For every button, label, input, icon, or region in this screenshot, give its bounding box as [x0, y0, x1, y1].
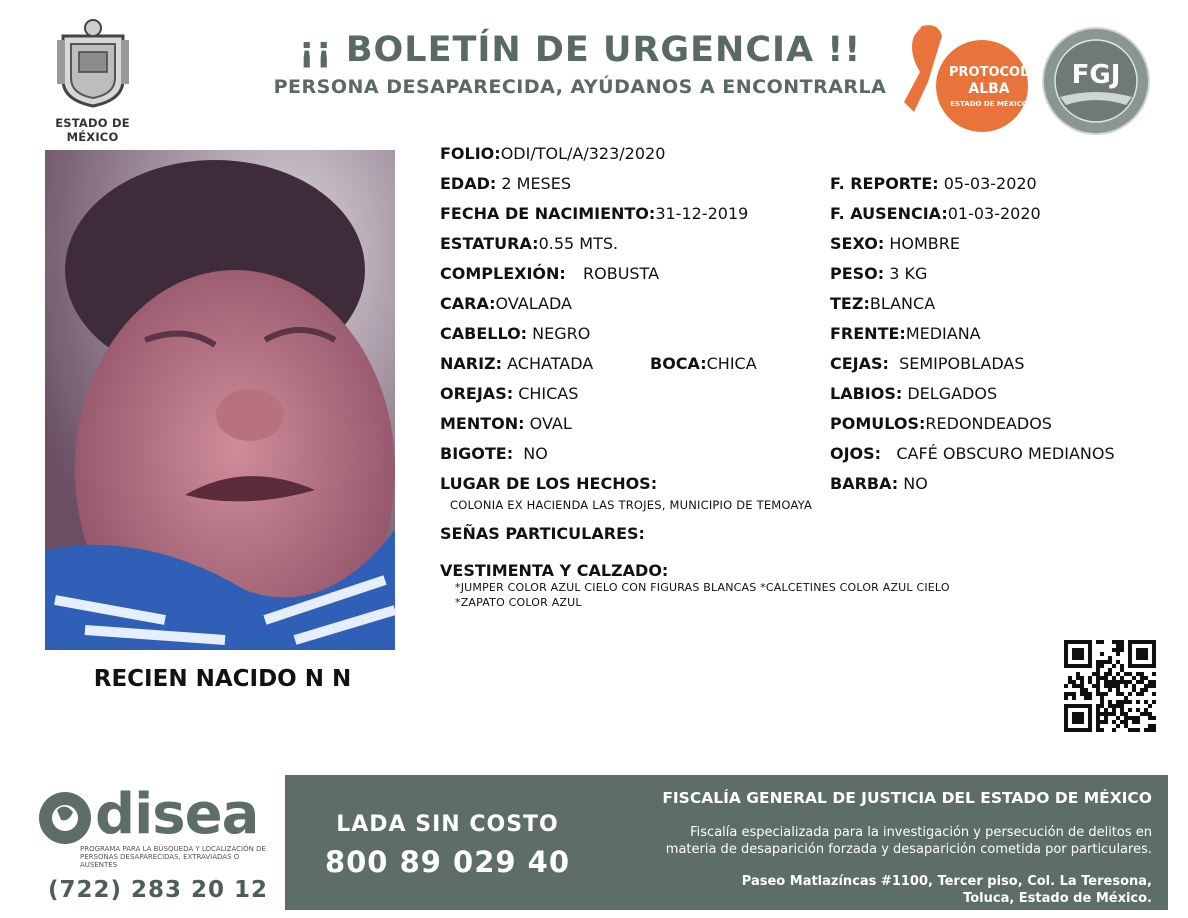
estado-de-mexico-logo: [30, 18, 155, 144]
field-peso: PESO: 3 KG: [830, 264, 928, 283]
field-bigote: BIGOTE: NO: [440, 444, 548, 463]
field-cabello: CABELLO: NEGRO: [440, 324, 591, 343]
field-vestimenta-line1: *JUMPER COLOR AZUL CIELO CON FIGURAS BLANCAS *CALCETINES COLOR AZUL CIELO: [455, 581, 950, 594]
lada-sin-costo-number: 800 89 029 40: [324, 845, 571, 879]
bulletin-title: ¡¡ BOLETÍN DE URGENCIA !!: [298, 30, 862, 70]
alba-line3: ESTADO DE MÉXICO: [950, 100, 1028, 108]
field-frente: FRENTE:MEDIANA: [830, 324, 981, 343]
bulletin-subtitle: PERSONA DESAPARECIDA, AYÚDANOS A ENCONTRARLA: [273, 76, 887, 98]
fiscalia-description: [600, 824, 1152, 858]
odisea-description: PROGRAMA PARA LA BÚSQUEDA Y LOCALIZACIÓN DE PERSONAS DESAPARECIDAS, EXTRAVIADAS O AUSENTES: [80, 845, 266, 869]
field-menton: MENTON: OVAL: [440, 414, 572, 433]
field-estatura: ESTATURA:0.55 MTS.: [440, 234, 619, 253]
odisea-phone: (722) 283 20 12: [47, 877, 269, 903]
lada-sin-costo-label: LADA SIN COSTO: [336, 812, 559, 837]
field-senas-particulares: SEÑAS PARTICULARES:: [440, 524, 645, 543]
field-sexo: SEXO: HOMBRE: [830, 234, 960, 253]
field-f-ausencia: F. AUSENCIA:01-03-2020: [830, 204, 1041, 223]
fgj-seal-label: FGJ: [1071, 60, 1121, 90]
field-edad: EDAD: 2 MESES: [440, 174, 571, 193]
alba-line2: ALBA: [968, 81, 1010, 97]
fiscalia-desc-line2: materia de desaparición forzada y desaparición cometida por particulares.: [665, 842, 1152, 857]
field-vestimenta-label: VESTIMENTA Y CALZADO:: [440, 561, 669, 580]
field-orejas: OREJAS: CHICAS: [440, 384, 579, 403]
field-tez: TEZ:BLANCA: [830, 294, 936, 313]
field-nariz: NARIZ: ACHATADA: [440, 354, 594, 373]
person-name: RECIEN NACIDO N N: [93, 666, 352, 692]
address-line1: Paseo Matlazíncas #1100, Tercer piso, Col. La Teresona,: [741, 874, 1152, 889]
field-ojos: OJOS: CAFÉ OBSCURO MEDIANOS: [830, 444, 1115, 463]
odisea-brand: disea: [95, 782, 259, 847]
field-complexion-value: ROBUSTA: [583, 264, 660, 283]
address-line2: Toluca, Estado de México.: [963, 891, 1152, 906]
qr-code-icon: [1064, 640, 1156, 732]
field-labios: LABIOS: DELGADOS: [830, 384, 998, 403]
fiscalia-address: [600, 873, 1152, 907]
field-vestimenta-line2: *ZAPATO COLOR AZUL: [455, 596, 582, 609]
alba-line1: PROTOCOLO: [949, 65, 1039, 80]
field-barba: BARBA: NO: [830, 474, 928, 493]
field-cejas: CEJAS: SEMIPOBLADAS: [830, 354, 1025, 373]
field-cara: CARA:OVALADA: [440, 294, 572, 313]
missing-person-photo: [45, 150, 395, 650]
field-pomulos: POMULOS:REDONDEADOS: [830, 414, 1052, 433]
fiscalia-desc-line1: Fiscalía especializada para la investigación y persecución de delitos en: [690, 825, 1152, 840]
field-lugar-value: COLONIA EX HACIENDA LAS TROJES, MUNICIPIO DE TEMOAYA: [450, 498, 813, 512]
fiscalia-title: FISCALÍA GENERAL DE JUSTICIA DEL ESTADO DE MÉXICO: [662, 789, 1152, 807]
field-boca: BOCA:CHICA: [650, 354, 757, 373]
field-fecha-nacimiento: FECHA DE NACIMIENTO:31-12-2019: [440, 204, 749, 223]
coat-of-arms-icon: [53, 18, 133, 108]
field-complexion: COMPLEXIÓN:: [440, 264, 566, 283]
estado-de-mexico-label: ESTADO DE MÉXICO: [55, 116, 130, 144]
field-f-reporte: F. REPORTE: 05-03-2020: [830, 174, 1037, 193]
field-folio: FOLIO:ODI/TOL/A/323/2020: [440, 144, 666, 163]
field-lugar-label: LUGAR DE LOS HECHOS:: [440, 474, 658, 493]
